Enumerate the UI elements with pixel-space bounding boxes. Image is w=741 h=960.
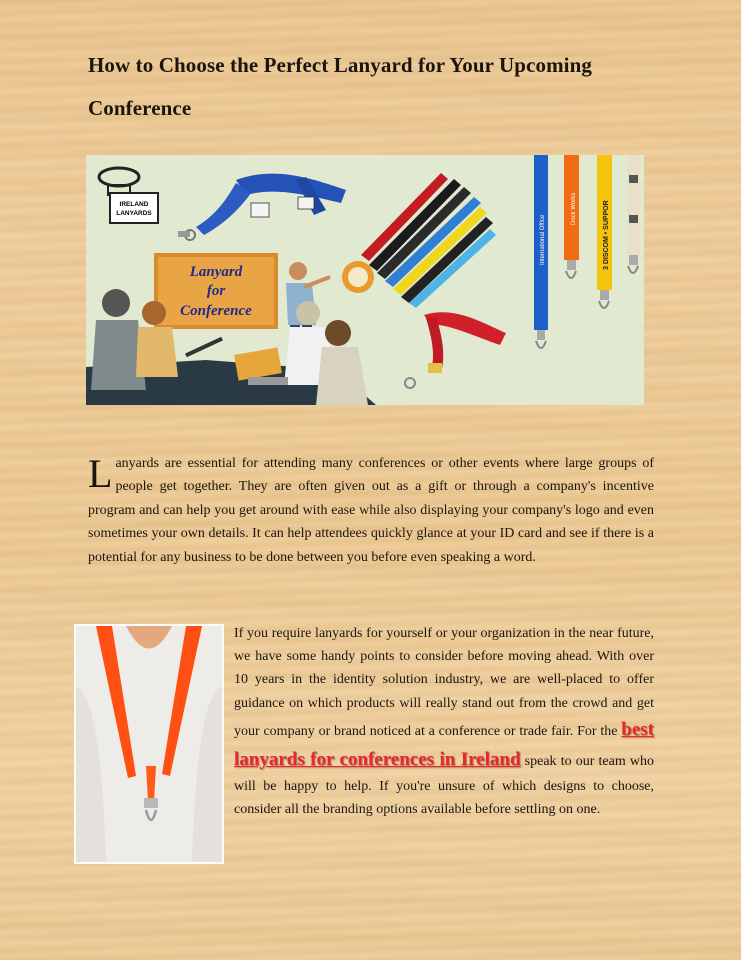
- lanyard-stack-icon: [342, 173, 496, 308]
- intro-paragraph: [88, 452, 654, 569]
- vertical-lanyard-cream: [627, 155, 640, 273]
- svg-text:Dock Works: Dock Works: [571, 192, 577, 225]
- hero-image: [86, 155, 644, 405]
- vertical-lanyard-orange: [564, 155, 579, 278]
- svg-text:International Office: International Office: [540, 214, 546, 265]
- guidance-paragraph: [234, 622, 654, 821]
- drop-cap: L: [88, 451, 113, 496]
- lanyard-photo: [74, 624, 224, 864]
- board-line-2: for: [206, 283, 226, 299]
- vertical-lanyard-yellow: [597, 155, 612, 308]
- page-title: How to Choose the Perfect Lanyard for Your Upcoming Conference: [88, 53, 592, 120]
- guidance-text-after: speak to our team who will be happy to help. If you're unsure of which designs to choose, consider all the branding options available before settling on one.: [234, 753, 654, 818]
- intro-paragraph-text: anyards are essential for attending many conferences or other events where large groups of people get together. They are often given out as a gift or through a company's incentive program and can help you get around with ease while also displaying your company's logo and even sometimes your own details. It can help attendees quickly glance at your ID card and see if there is a potential for any business to be done between you before even speaking a word.: [88, 456, 654, 565]
- guidance-text-before: If you require lanyards for yourself or your organization in the near future, we have some handy points to consider before moving ahead. With over 10 years in the identity solution industry, we are well-placed to offer guidance on which products will really stand out from the crowd and get your company or brand noticed at a conference or trade fair. For the: [234, 626, 654, 739]
- best-lanyards-link[interactable]: best lanyards for conferences in Ireland: [234, 718, 654, 770]
- id-badge-icon: [99, 168, 158, 223]
- blue-lanyard-icon: [178, 174, 346, 240]
- badge-text-1: IRELAND: [119, 201, 149, 208]
- presentation-board: [154, 253, 278, 329]
- vertical-lanyard-blue: [534, 155, 548, 348]
- badge-text-2: LANYARDS: [116, 210, 152, 217]
- board-line-1: Lanyard: [189, 264, 243, 280]
- svg-text:3 DISCOM • SUPPOR: 3 DISCOM • SUPPOR: [603, 200, 610, 270]
- board-line-3: Conference: [180, 303, 252, 319]
- red-lanyard-icon: [405, 312, 506, 388]
